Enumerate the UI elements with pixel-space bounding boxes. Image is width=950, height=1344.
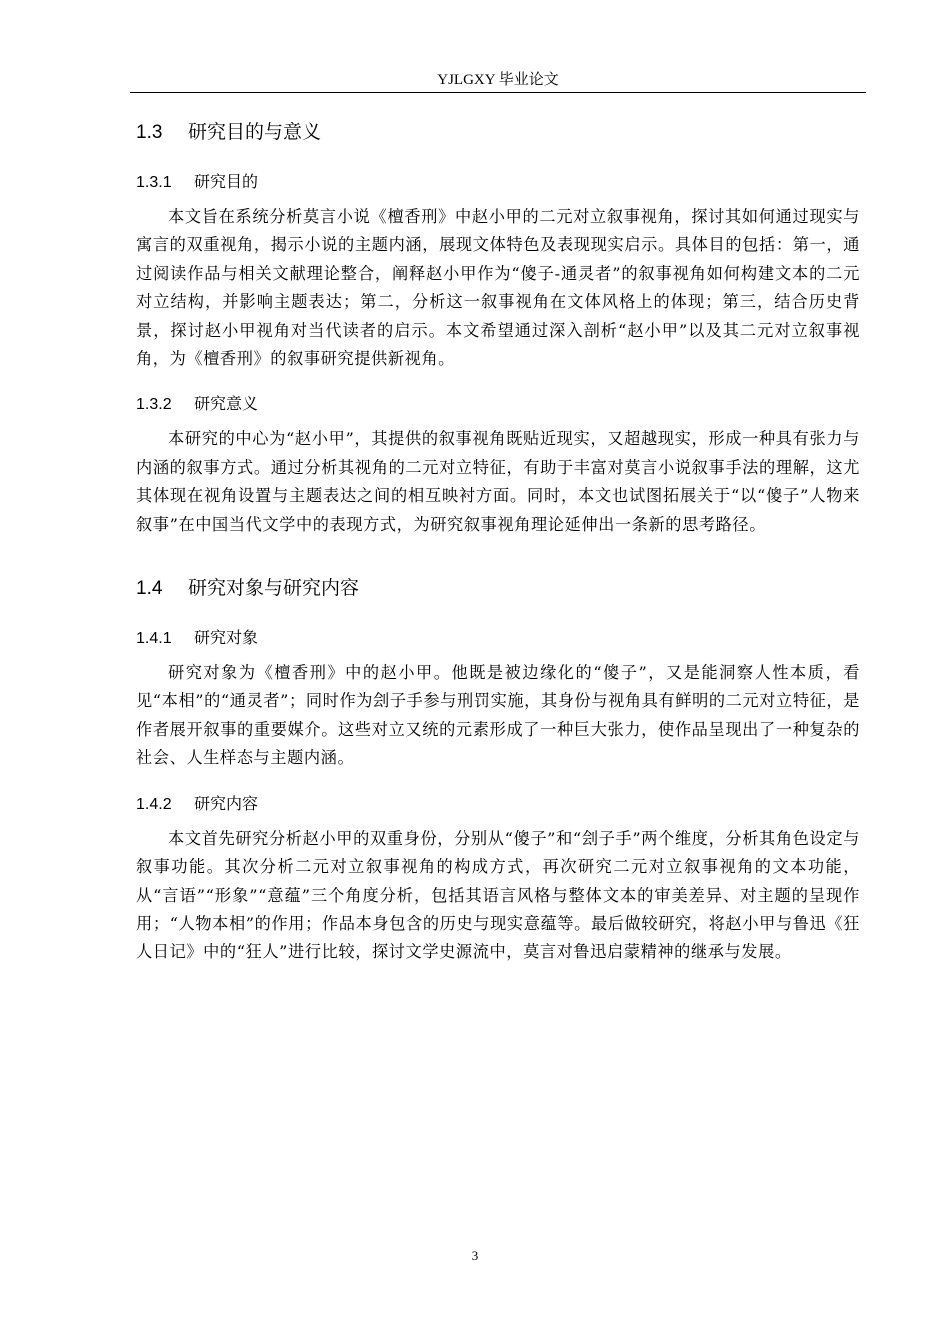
subsection-title: 研究意义 (194, 394, 259, 414)
section-number: 1.3 (136, 122, 163, 143)
subsection-title: 研究目的 (194, 172, 259, 191)
page-content (136, 112, 860, 967)
paragraph-research-significance: 本研究的中心为“赵小甲”，其提供的叙事视角既贴近现实，又超越现实，形成一种具有张力与内涵的叙事方式。通过分析其视角的二元对立特征，有助于丰富对莫言小说叙事手法的理解，这尤其体现在视角设置与主题表达之间的相互映衬方面。同时，本文也试图拓展关于“以“傻子”人物来叙事”在中国当代文学中的表现方式，为研究叙事视角理论延伸出一条新的思考路径。 (136, 429, 860, 534)
section-heading-1-3 (136, 117, 860, 148)
section-title: 研究目的与意义 (188, 121, 322, 143)
subsection-number: 1.3.2 (136, 396, 172, 414)
subsection-number: 1.4.2 (136, 795, 172, 813)
subsection-heading-1-3-1 (136, 170, 860, 195)
subsection-heading-1-3-2 (136, 392, 860, 417)
subsection-heading-1-4-2 (136, 792, 860, 817)
subsection-title: 研究对象 (194, 628, 259, 648)
section-title: 研究对象与研究内容 (188, 577, 360, 600)
paragraph-research-object: 研究对象为《檀香刑》中的赵小甲。他既是被边缘化的“傻子”，又是能洞察人性本质，看见“本相”的“通灵者”；同时作为刽子手参与刑罚实施，其身份与视角具有鲜明的二元对立特征，是作者展开叙事的重要媒介。这些对立又统的元素形成了一种巨大张力，使作品呈现出了一种复杂的社会、人生样态与主题内涵。 (136, 663, 860, 768)
paragraph-research-purpose: 本文旨在系统分析莫言小说《檀香刑》中赵小甲的二元对立叙事视角，探讨其如何通过现实与寓言的双重视角，揭示小说的主题内涵，展现文体特色及表现现实启示。具体目的包括：第一，通过阅读作品与相关文献理论整合，阐释赵小甲作为“傻子-通灵者”的叙事视角如何构建文本的二元对立结构，并影响主题表达；第二，分析这一叙事视角在文体风格上的体现；第三，结合历史背景，探讨赵小甲视角对当代读者的启示。本文希望通过深入剖析“赵小甲”以及其二元对立叙事视角，为《檀香刑》的叙事研究提供新视角。 (136, 207, 860, 369)
header-rule (130, 92, 866, 93)
subsection-number: 1.3.1 (136, 174, 172, 191)
subsection-title: 研究内容 (194, 793, 259, 813)
running-header: YJLGXY 毕业论文 (437, 72, 559, 88)
page-number: 3 (471, 1248, 479, 1263)
section-heading-1-4 (136, 573, 860, 604)
section-number: 1.4 (136, 578, 163, 600)
paragraph-research-content: 本文首先研究分析赵小甲的双重身份，分别从“傻子”和“刽子手”两个维度，分析其角色设定与叙事功能。其次分析二元对立叙事视角的构成方式，再次研究二元对立叙事视角的文本功能，从“言语”“形象”“意蕴”三个角度分析，包括其语言风格与整体文本的审美差异、对主题的呈现作用；“人物本相”的作用；作品本身包含的历史与现实意蕴等。最后做较研究，将赵小甲与鲁迅《狂人日记》中的“狂人”进行比较，探讨文学史源流中，莫言对鲁迅启蒙精神的继承与发展。 (136, 828, 860, 962)
subsection-number: 1.4.1 (136, 630, 172, 648)
subsection-heading-1-4-1 (136, 626, 860, 651)
